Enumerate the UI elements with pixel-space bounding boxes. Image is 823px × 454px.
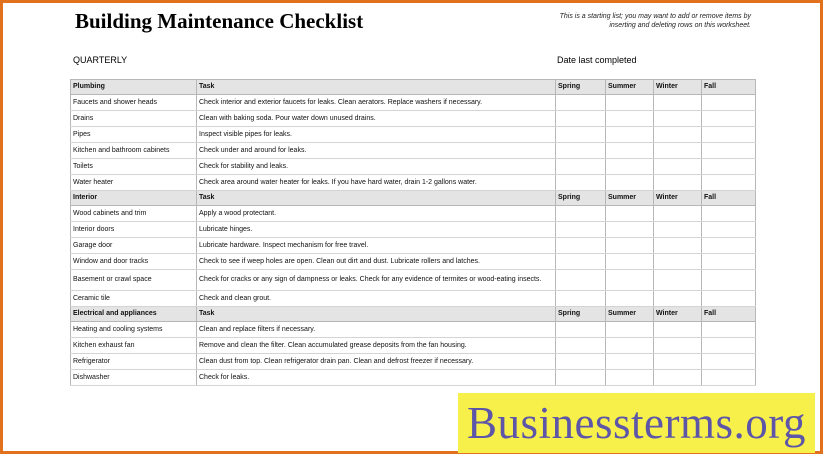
date-cell-summer[interactable] <box>606 238 654 254</box>
table-row <box>71 291 756 307</box>
date-cell-fall[interactable] <box>702 338 756 354</box>
date-cell-summer[interactable] <box>606 370 654 386</box>
date-cell-spring[interactable] <box>556 338 606 354</box>
date-cell-spring[interactable] <box>556 270 606 291</box>
date-cell-summer[interactable] <box>606 222 654 238</box>
date-cell-summer[interactable] <box>606 175 654 191</box>
date-last-completed-label: Date last completed <box>557 55 637 65</box>
task-cell[interactable]: Check and clean grout. <box>197 291 556 307</box>
date-cell-winter[interactable] <box>654 111 702 127</box>
date-cell-spring[interactable] <box>556 111 606 127</box>
item-cell[interactable]: Wood cabinets and trim <box>71 206 197 222</box>
date-cell-spring[interactable] <box>556 370 606 386</box>
date-cell-winter[interactable] <box>654 370 702 386</box>
section-header-row <box>71 307 756 322</box>
date-cell-spring[interactable] <box>556 95 606 111</box>
item-cell[interactable]: Dishwasher <box>71 370 197 386</box>
date-cell-fall[interactable] <box>702 111 756 127</box>
watermark-text: Businessterms.org <box>467 398 806 448</box>
season-header-spring: Spring <box>556 80 606 95</box>
date-cell-fall[interactable] <box>702 254 756 270</box>
date-cell-winter[interactable] <box>654 238 702 254</box>
date-cell-fall[interactable] <box>702 354 756 370</box>
season-header-winter: Winter <box>654 191 702 206</box>
date-cell-winter[interactable] <box>654 206 702 222</box>
watermark-banner <box>458 393 815 453</box>
section-name: Plumbing <box>71 80 197 95</box>
date-cell-winter[interactable] <box>654 254 702 270</box>
date-cell-summer[interactable] <box>606 291 654 307</box>
date-cell-fall[interactable] <box>702 238 756 254</box>
date-cell-fall[interactable] <box>702 175 756 191</box>
task-cell[interactable]: Check for stability and leaks. <box>197 159 556 175</box>
item-cell[interactable]: Drains <box>71 111 197 127</box>
season-header-winter: Winter <box>654 80 702 95</box>
section-name: Interior <box>71 191 197 206</box>
date-cell-fall[interactable] <box>702 322 756 338</box>
table-row <box>71 238 756 254</box>
table-row <box>71 354 756 370</box>
task-cell[interactable]: Check to see if weep holes are open. Clean out dirt and dust. Lubricate rollers and latches. <box>197 254 556 270</box>
date-cell-fall[interactable] <box>702 291 756 307</box>
item-cell[interactable]: Garage door <box>71 238 197 254</box>
date-cell-fall[interactable] <box>702 206 756 222</box>
season-header-fall: Fall <box>702 191 756 206</box>
season-header-summer: Summer <box>606 307 654 322</box>
task-column-header: Task <box>197 191 556 206</box>
season-header-summer: Summer <box>606 80 654 95</box>
section-name: Electrical and appliances <box>71 307 197 322</box>
date-cell-winter[interactable] <box>654 175 702 191</box>
season-header-spring: Spring <box>556 191 606 206</box>
item-cell[interactable]: Kitchen exhaust fan <box>71 338 197 354</box>
date-cell-summer[interactable] <box>606 338 654 354</box>
date-cell-summer[interactable] <box>606 95 654 111</box>
date-cell-winter[interactable] <box>654 127 702 143</box>
date-cell-spring[interactable] <box>556 206 606 222</box>
instruction-note: This is a starting list; you may want to add or remove items by inserting and deleting rows on this worksheet. <box>559 13 751 29</box>
date-cell-spring[interactable] <box>556 238 606 254</box>
date-cell-summer[interactable] <box>606 143 654 159</box>
season-header-winter: Winter <box>654 307 702 322</box>
maintenance-table <box>70 79 756 386</box>
task-cell[interactable]: Clean dust from top. Clean refrigerator drain pan. Clean and defrost freezer if necessary. <box>197 354 556 370</box>
date-cell-winter[interactable] <box>654 95 702 111</box>
date-cell-spring[interactable] <box>556 291 606 307</box>
task-cell[interactable]: Check under and around for leaks. <box>197 143 556 159</box>
table-row <box>71 338 756 354</box>
season-header-spring: Spring <box>556 307 606 322</box>
date-cell-spring[interactable] <box>556 127 606 143</box>
task-cell[interactable]: Lubricate hinges. <box>197 222 556 238</box>
page-title: Building Maintenance Checklist <box>75 9 364 33</box>
table-row <box>71 270 756 291</box>
item-cell[interactable]: Window and door tracks <box>71 254 197 270</box>
date-cell-summer[interactable] <box>606 354 654 370</box>
date-cell-spring[interactable] <box>556 175 606 191</box>
table-row <box>71 370 756 386</box>
season-header-fall: Fall <box>702 307 756 322</box>
date-cell-winter[interactable] <box>654 322 702 338</box>
task-cell[interactable]: Check for leaks. <box>197 370 556 386</box>
task-cell[interactable]: Lubricate hardware. Inspect mechanism for free travel. <box>197 238 556 254</box>
table-row <box>71 143 756 159</box>
item-cell[interactable]: Kitchen and bathroom cabinets <box>71 143 197 159</box>
table-row <box>71 206 756 222</box>
date-cell-winter[interactable] <box>654 354 702 370</box>
date-cell-winter[interactable] <box>654 159 702 175</box>
quarterly-label: QUARTERLY <box>73 55 128 65</box>
table-row <box>71 254 756 270</box>
date-cell-spring[interactable] <box>556 322 606 338</box>
date-cell-summer[interactable] <box>606 206 654 222</box>
table-row <box>71 222 756 238</box>
item-cell[interactable]: Heating and cooling systems <box>71 322 197 338</box>
item-cell[interactable]: Toilets <box>71 159 197 175</box>
date-cell-summer[interactable] <box>606 270 654 291</box>
section-header-row <box>71 191 756 206</box>
date-cell-fall[interactable] <box>702 370 756 386</box>
date-cell-summer[interactable] <box>606 111 654 127</box>
item-cell[interactable]: Refrigerator <box>71 354 197 370</box>
date-cell-winter[interactable] <box>654 338 702 354</box>
task-cell[interactable]: Remove and clean the filter. Clean accumulated grease deposits from the fan housing. <box>197 338 556 354</box>
date-cell-summer[interactable] <box>606 159 654 175</box>
season-header-summer: Summer <box>606 191 654 206</box>
date-cell-spring[interactable] <box>556 254 606 270</box>
date-cell-fall[interactable] <box>702 222 756 238</box>
item-cell[interactable]: Basement or crawl space <box>71 270 197 291</box>
date-cell-winter[interactable] <box>654 270 702 291</box>
date-cell-spring[interactable] <box>556 159 606 175</box>
date-cell-summer[interactable] <box>606 322 654 338</box>
table-row <box>71 127 756 143</box>
date-cell-fall[interactable] <box>702 143 756 159</box>
date-cell-winter[interactable] <box>654 291 702 307</box>
task-cell[interactable]: Check for cracks or any sign of dampness or leaks. Check for any evidence of termites or wood-eating insects. <box>197 270 556 291</box>
task-cell[interactable]: Clean and replace filters if necessary. <box>197 322 556 338</box>
task-cell[interactable]: Inspect visible pipes for leaks. <box>197 127 556 143</box>
item-cell[interactable]: Ceramic tile <box>71 291 197 307</box>
item-cell[interactable]: Pipes <box>71 127 197 143</box>
task-cell[interactable]: Check area around water heater for leaks. If you have hard water, drain 1-2 gallons water. <box>197 175 556 191</box>
item-cell[interactable]: Interior doors <box>71 222 197 238</box>
table-row <box>71 111 756 127</box>
task-cell[interactable]: Clean with baking soda. Pour water down unused drains. <box>197 111 556 127</box>
date-cell-winter[interactable] <box>654 143 702 159</box>
section-header-row <box>71 80 756 95</box>
table-row <box>71 159 756 175</box>
date-cell-spring[interactable] <box>556 354 606 370</box>
task-column-header: Task <box>197 307 556 322</box>
item-cell[interactable]: Water heater <box>71 175 197 191</box>
table-row <box>71 175 756 191</box>
date-cell-summer[interactable] <box>606 254 654 270</box>
table-row <box>71 322 756 338</box>
date-cell-spring[interactable] <box>556 222 606 238</box>
item-cell[interactable]: Faucets and shower heads <box>71 95 197 111</box>
date-cell-fall[interactable] <box>702 159 756 175</box>
task-cell[interactable]: Check interior and exterior faucets for leaks. Clean aerators. Replace washers if necessary. <box>197 95 556 111</box>
date-cell-winter[interactable] <box>654 222 702 238</box>
date-cell-fall[interactable] <box>702 127 756 143</box>
season-header-fall: Fall <box>702 80 756 95</box>
date-cell-spring[interactable] <box>556 143 606 159</box>
table-row <box>71 95 756 111</box>
task-column-header: Task <box>197 80 556 95</box>
date-cell-summer[interactable] <box>606 127 654 143</box>
date-cell-fall[interactable] <box>702 270 756 291</box>
task-cell[interactable]: Apply a wood protectant. <box>197 206 556 222</box>
date-cell-fall[interactable] <box>702 95 756 111</box>
